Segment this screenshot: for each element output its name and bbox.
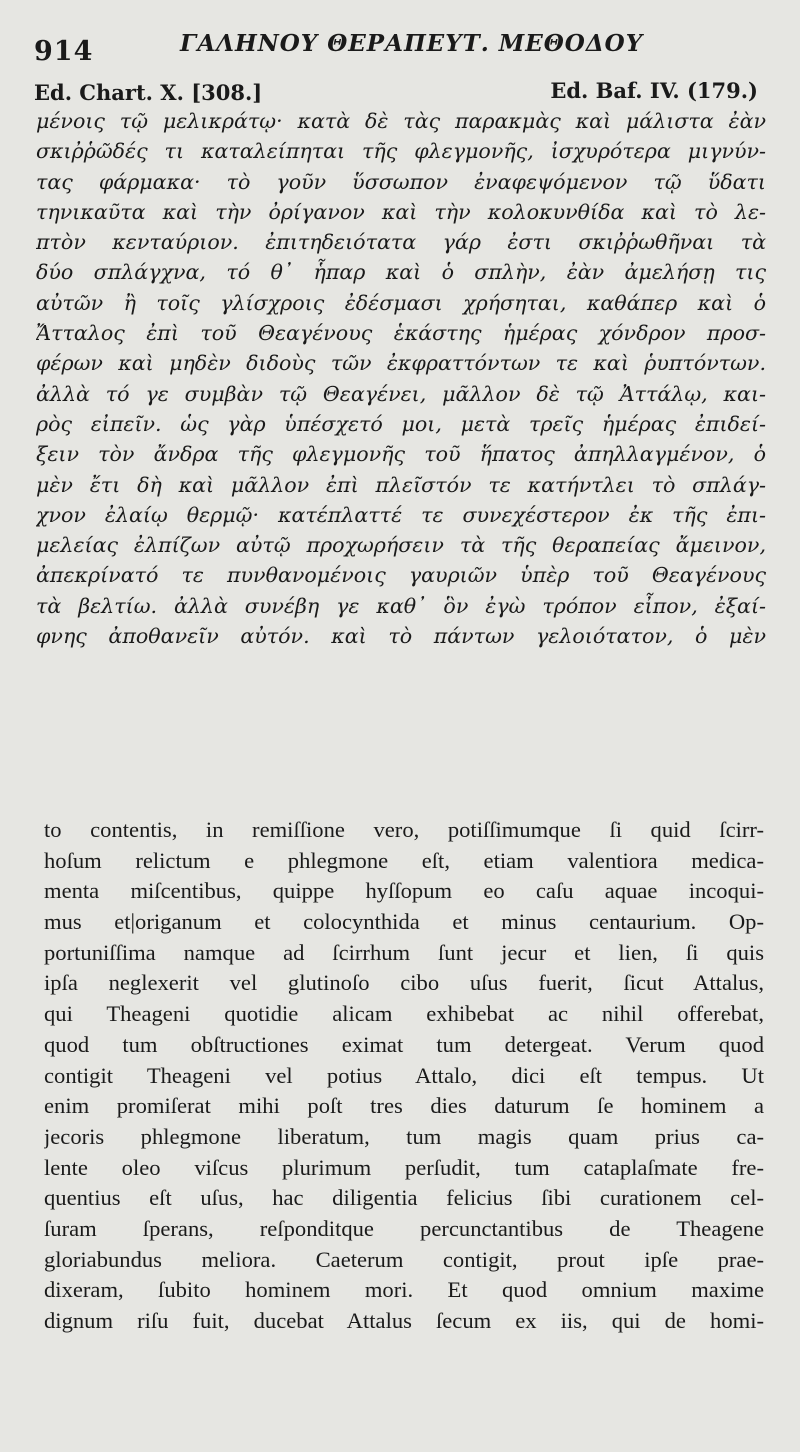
greek-line: Ἄτταλος ἐπὶ τοῦ Θεαγένους ἑκάστης ἡμέρας χόνδρον προσ-	[36, 321, 766, 346]
latin-line: ſuram ſperans, reſponditque percunctantibus de Theagene	[44, 1215, 764, 1241]
greek-line: φέρων καὶ μηδὲν διδοὺς τῶν ἐκφραττόντων τε καὶ ῥυπτόντων.	[36, 351, 766, 376]
latin-line: qui Theageni quotidie alicam exhibebat ac nihil offerebat,	[44, 1001, 764, 1027]
greek-line: ξειν τὸν ἄνδρα τῆς φλεγμονῆς τοῦ ἥπατος ἀπηλλαγμένον, ὁ	[36, 442, 766, 467]
latin-line: enim promiſerat mihi poſt tres dies daturum ſe hominem a	[44, 1093, 764, 1119]
latin-line: hoſum relictum e phlegmone eſt, etiam valentiora medica-	[44, 847, 764, 873]
latin-text-block	[44, 815, 764, 1337]
greek-text-block	[36, 106, 766, 651]
latin-line: quod tum obſtructiones eximat tum detergeat. Verum quod	[44, 1031, 764, 1057]
latin-line: dixeram, ſubito hominem mori. Et quod omnium maxime	[44, 1277, 764, 1303]
greek-line: χνον ἐλαίῳ θερμῷ· κατέπλαττέ τε συνεχέστερον ἐκ τῆς ἐπι-	[36, 502, 766, 527]
greek-line: ἀλλὰ τό γε συμβὰν τῷ Θεαγένει, μᾶλλον δὲ τῷ Ἀττάλῳ, και-	[36, 381, 766, 406]
latin-line: gloriabundus meliora. Caeterum contigit, prout ipſe prae-	[44, 1246, 764, 1272]
greek-line: μὲν ἔτι δὴ καὶ μᾶλλον ἐπὶ πλεῖστόν τε κατήντλει τὸ σπλάγ-	[36, 472, 766, 497]
greek-line: αὐτῶν ἢ τοῖς γλίσχροις ἐδέσμασι χρήσηται, καθάπερ καὶ ὁ	[36, 290, 766, 315]
greek-line: ρὸς εἰπεῖν. ὡς γὰρ ὑπέσχετό μοι, μετὰ τρεῖς ἡμέρας ἐπιδεί-	[36, 411, 766, 436]
latin-line: menta miſcentibus, quippe hyſſopum eo caſu aquae incoqui-	[44, 878, 764, 904]
greek-line: τας φάρμακα· τὸ γοῦν ὕσσωπον ἐναφεψόμενον τῷ ὕδατι	[36, 169, 766, 194]
greek-line: δύο σπλάγχνα, τό θ᾽ ἧπαρ καὶ ὁ σπλὴν, ἐὰν ἀμελήσῃ τις	[36, 260, 766, 285]
running-title: ΓΑΛΗΝΟΥ ΘΕΡΑΠΕΥΤ. ΜΕΘΟΔΟΥ	[180, 30, 644, 57]
latin-line: mus et|origanum et colocynthida et minus centaurium. Op-	[44, 909, 764, 935]
edition-reference-left: Ed. Chart. X. [308.]	[34, 80, 263, 105]
greek-line: μελείας ἐλπίζων αὐτῷ προχωρήσειν τὰ τῆς θεραπείας ἄμεινον,	[36, 533, 766, 558]
greek-line: μένοις τῷ μελικράτῳ· κατὰ δὲ τὰς παρακμὰς καὶ μάλιστα ἐὰν	[36, 109, 766, 133]
greek-line: ἀπεκρίνατό τε πυνθανομένοις γαυριῶν ὑπὲρ τοῦ Θεαγένους	[36, 563, 766, 588]
greek-line: τὰ βελτίω. ἀλλὰ συνέβη γε καθ᾽ ὃν ἐγὼ τρόπον εἶπον, ἐξαί-	[36, 593, 766, 618]
latin-line: portuniſſima namque ad ſcirrhum ſunt jecur et lien, ſi quis	[44, 939, 764, 965]
greek-line: σκιῤῥῶδές τι καταλείπηται τῆς φλεγμονῆς, ἰσχυρότερα μιγνύν-	[36, 139, 766, 164]
latin-line: quentius eſt uſus, hac diligentia felicius ſibi curationem cel-	[44, 1185, 764, 1211]
page-number: 914	[34, 36, 94, 67]
latin-line: ipſa neglexerit vel glutinoſo cibo uſus fuerit, ſicut Attalus,	[44, 970, 764, 996]
latin-line: contigit Theageni vel potius Attalo, dici eſt tempus. Ut	[44, 1062, 764, 1088]
latin-line: jecoris phlegmone liberatum, tum magis quam prius ca-	[44, 1123, 764, 1149]
latin-line: dignum riſu fuit, ducebat Attalus ſecum ex iis, qui de homi-	[44, 1308, 764, 1333]
edition-reference-right: Ed. Baf. IV. (179.)	[550, 78, 758, 103]
greek-line: πτὸν κενταύριον. ἐπιτηδειότατα γάρ ἐστι σκιῤῥωθῆναι τὰ	[36, 230, 766, 255]
greek-line: τηνικαῦτα καὶ τὴν ὀρίγανον καὶ τὴν κολοκυνθίδα καὶ τὸ λε-	[36, 199, 766, 224]
latin-line: lente oleo viſcus plurimum perſudit, tum cataplaſmate fre-	[44, 1154, 764, 1180]
greek-line: φνης ἀποθανεῖν αὐτόν. καὶ τὸ πάντων γελοιότατον, ὁ μὲν	[36, 624, 766, 649]
latin-line: to contentis, in remiſſione vero, potiſſimumque ſi quid ſcirr-	[44, 817, 764, 842]
